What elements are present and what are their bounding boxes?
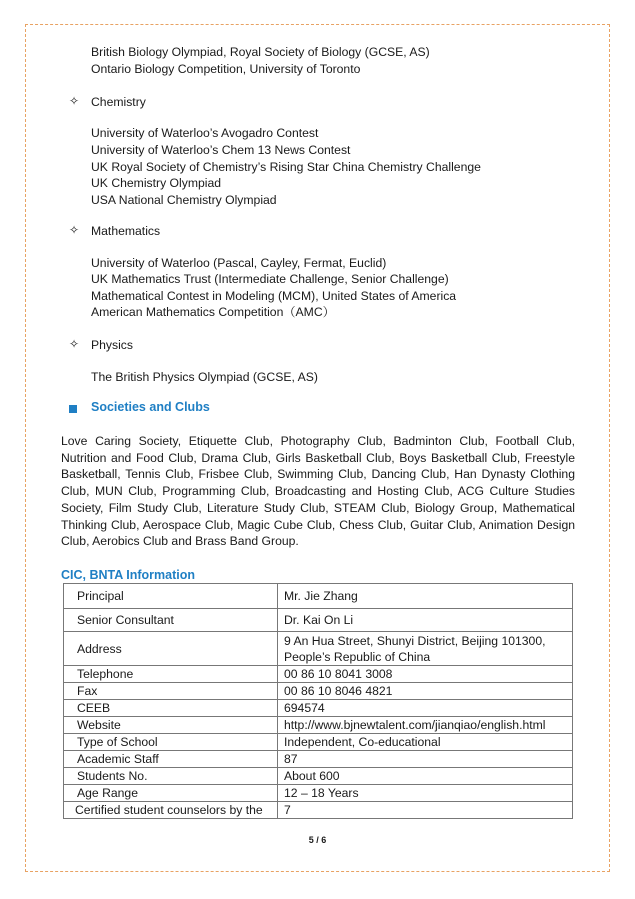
diamond-outline-icon: ✧ [69, 223, 80, 237]
chemistry-heading: Chemistry [91, 95, 146, 109]
biology-item: Ontario Biology Competition, University of Toronto [91, 62, 361, 76]
mathematics-item: UK Mathematics Trust (Intermediate Challenge, Senior Challenge) [91, 272, 449, 286]
diamond-outline-icon: ✧ [69, 94, 80, 108]
table-row: Academic Staff 87 [64, 751, 573, 768]
chemistry-item: USA National Chemistry Olympiad [91, 193, 277, 207]
table-row: Fax 00 86 10 8046 4821 [64, 683, 573, 700]
diamond-outline-icon: ✧ [69, 337, 80, 351]
square-bullet-icon [69, 405, 77, 413]
table-row: Address 9 An Hua Street, Shunyi District, Beijing 101300, People’s Republic of China [64, 632, 573, 666]
table-row: CEEB 694574 [64, 700, 573, 717]
table-row: Certified student counselors by the 7 [64, 802, 573, 819]
info-heading: CIC, BNTA Information [61, 568, 196, 582]
table-row: Telephone 00 86 10 8041 3008 [64, 666, 573, 683]
table-row: Senior Consultant Dr. Kai On Li [64, 609, 573, 632]
table-row: Age Range 12 – 18 Years [64, 785, 573, 802]
chemistry-item: UK Chemistry Olympiad [91, 176, 222, 190]
info-table [63, 583, 573, 819]
biology-item: British Biology Olympiad, Royal Society of Biology (GCSE, AS) [91, 45, 430, 59]
mathematics-item: Mathematical Contest in Modeling (MCM), United States of America [91, 289, 457, 303]
mathematics-item: American Mathematics Competition（AMC） [91, 305, 335, 319]
chemistry-item: University of Waterloo’s Avogadro Contest [91, 126, 319, 140]
physics-heading: Physics [91, 338, 133, 352]
table-row: Students No. About 600 [64, 768, 573, 785]
page-number: 5 / 6 [308, 835, 327, 845]
table-row: Principal Mr. Jie Zhang [64, 584, 573, 609]
physics-item: The British Physics Olympiad (GCSE, AS) [91, 370, 318, 384]
chemistry-item: UK Royal Society of Chemistry’s Rising Star China Chemistry Challenge [91, 160, 481, 174]
mathematics-item: University of Waterloo (Pascal, Cayley, Fermat, Euclid) [91, 256, 387, 270]
societies-heading: Societies and Clubs [91, 400, 210, 414]
societies-text: Love Caring Society, Etiquette Club, Photography Club, Badminton Club, Football Club, Nutrition and Food Club, Drama Club, Girls Basketball Club, Boys Basketball Club, Freestyle Basketball, Tennis Club, Frisbee Club, Swimming Club, Dancing Club, Han Dynasty Clothing Club, MUN Club, Programming Club, Broadcasting and Hosting Club, ACG Culture Studies Society, Film Study Club, Literature Study Club, STEAM Club, Biology Group, Mathematical Thinking Club, Aerospace Club, Magic Cube Club, Chess Club, Guitar Club, Animation Design Club, Aerobics Club and Brass Band Group. [61, 434, 575, 549]
table-row: Website http://www.bjnewtalent.com/jianqiao/english.html [64, 717, 573, 734]
mathematics-heading: Mathematics [91, 224, 161, 238]
table-row: Type of School Independent, Co-educational [64, 734, 573, 751]
chemistry-item: University of Waterloo’s Chem 13 News Contest [91, 143, 351, 157]
